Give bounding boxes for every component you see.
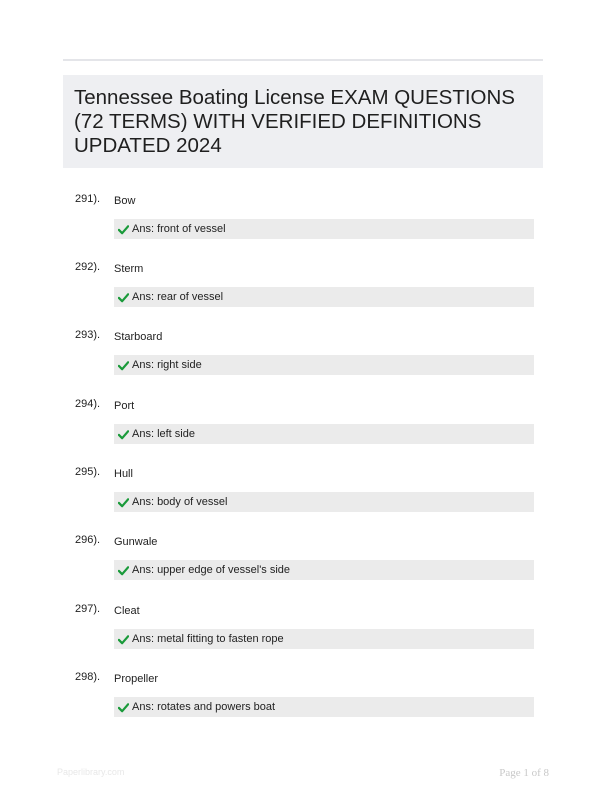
qa-item bbox=[0, 398, 606, 466]
page-number: Page 1 of 8 bbox=[499, 767, 549, 779]
check-icon bbox=[118, 224, 129, 235]
answer-text: Ans: rotates and powers boat bbox=[132, 701, 276, 713]
answer-box bbox=[114, 560, 534, 580]
answer-text: Ans: right side bbox=[132, 359, 202, 371]
qa-item bbox=[0, 534, 606, 602]
question-number: 295). bbox=[75, 466, 101, 478]
answer-box bbox=[114, 287, 534, 307]
answer-box bbox=[114, 492, 534, 512]
question-number: 298). bbox=[75, 671, 101, 683]
question-number: 294). bbox=[75, 398, 101, 410]
check-icon bbox=[118, 497, 129, 508]
question-term: Hull bbox=[114, 468, 133, 480]
answer-box bbox=[114, 629, 534, 649]
qa-item bbox=[0, 671, 606, 739]
check-icon bbox=[118, 565, 129, 576]
question-term: Bow bbox=[114, 195, 136, 207]
footer-watermark: Paperlibrary.com bbox=[57, 767, 125, 777]
question-term: Propeller bbox=[114, 673, 159, 685]
answer-text: Ans: upper edge of vessel's side bbox=[132, 564, 291, 576]
answer-box bbox=[114, 219, 534, 239]
answer-text: Ans: metal fitting to fasten rope bbox=[132, 633, 284, 645]
question-number: 297). bbox=[75, 603, 101, 615]
answer-text: Ans: rear of vessel bbox=[132, 291, 224, 303]
question-number: 296). bbox=[75, 534, 101, 546]
qa-item bbox=[0, 193, 606, 261]
answer-text: Ans: front of vessel bbox=[132, 223, 226, 235]
question-term: Starboard bbox=[114, 331, 163, 343]
page-title: Tennessee Boating License EXAM QUESTIONS (72 TERMS) WITH VERIFIED DEFINITIONS UPDATED 2024 bbox=[74, 86, 515, 157]
question-number: 292). bbox=[75, 261, 101, 273]
answer-text: Ans: body of vessel bbox=[132, 496, 228, 508]
question-term: Sterm bbox=[114, 263, 144, 275]
question-number: 291). bbox=[75, 193, 101, 205]
top-rule bbox=[63, 59, 543, 61]
check-icon bbox=[118, 292, 129, 303]
qa-item bbox=[0, 329, 606, 397]
answer-box bbox=[114, 355, 534, 375]
answer-box bbox=[114, 697, 534, 717]
answer-text: Ans: left side bbox=[132, 428, 195, 440]
question-number: 293). bbox=[75, 329, 101, 341]
title-box bbox=[63, 75, 543, 168]
answer-box bbox=[114, 424, 534, 444]
qa-item bbox=[0, 261, 606, 329]
check-icon bbox=[118, 360, 129, 371]
qa-item bbox=[0, 603, 606, 671]
check-icon bbox=[118, 634, 129, 645]
question-term: Port bbox=[114, 400, 135, 412]
check-icon bbox=[118, 702, 129, 713]
question-term: Gunwale bbox=[114, 536, 158, 548]
qa-item bbox=[0, 466, 606, 534]
question-term: Cleat bbox=[114, 605, 140, 617]
check-icon bbox=[118, 429, 129, 440]
